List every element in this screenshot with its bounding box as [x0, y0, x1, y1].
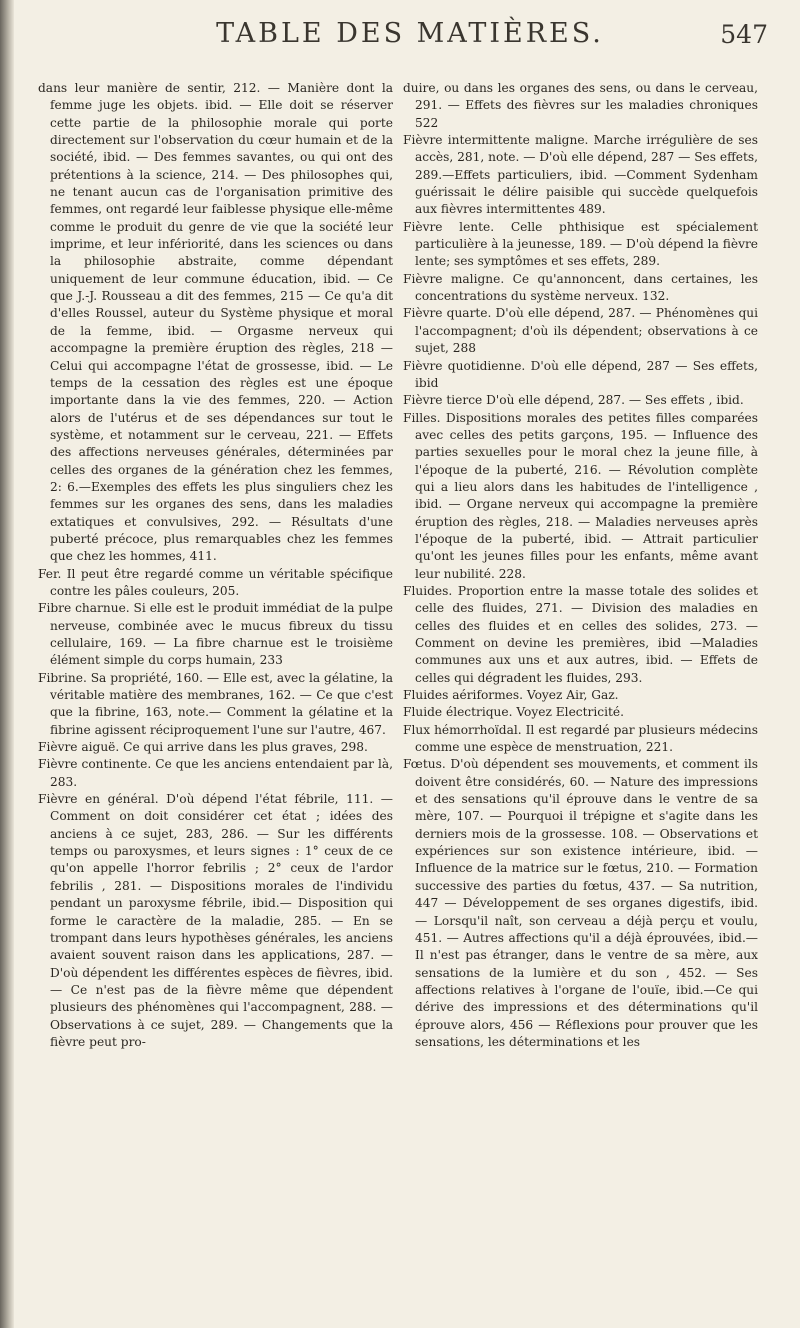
right-column	[403, 80, 758, 1051]
index-entry: Fièvre continente. Ce que les anciens entendaient par là, 283.	[38, 757, 393, 789]
index-entry: Filles. Dispositions morales des petites filles comparées avec celles des petits garçons, 195. — Influence des parties sexuelles pour le moral chez la jeune fille, à l'époque de la puberté, 216. — Révolution complète qui a lieu alors dans les habitudes de l'intelligence , ibid. — Organe nerveux qui accompagne la première éruption des règles, 218. — Maladies nerveuses après l'époque de la puberté, ibid. — Attrait particulier qu'ont les jeunes filles pour les enfants, même avant leur nubilité. 228.	[403, 410, 758, 581]
index-entry: Fièvre quotidienne. D'où elle dépend, 287 — Ses effets, ibid	[403, 358, 758, 390]
index-entry: Fièvre aiguë. Ce qui arrive dans les plus graves, 298.	[38, 740, 368, 755]
index-entry: Fer. Il peut être regardé comme un véritable spécifique contre les pâles couleurs, 205.	[38, 566, 393, 598]
page-number: 547	[720, 20, 768, 49]
index-entry: Fièvre maligne. Ce qu'annoncent, dans certaines, les concentrations du système nerveux. 132.	[403, 271, 758, 304]
index-entry: Flux hémorrhoïdal. Il est regardé par plusieurs médecins comme une espèce de menstruation, 221.	[403, 722, 758, 755]
index-entry: Fièvre lente. Celle phthisique est spécialement particulière à la jeunesse, 189. — D'où dépend la fièvre lente; ses symptômes et ses effets, 289.	[403, 219, 758, 269]
index-entry: Fluide électrique. Voyez Electricité.	[403, 705, 624, 720]
index-entry: Fièvre quarte. D'où elle dépend, 287. — Phénomènes qui l'accompagnent; d'où ils dépendent; observations à ce sujet, 288	[403, 306, 758, 356]
index-entry: Fibre charnue. Si elle est le produit immédiat de la pulpe nerveuse, combinée avec le mucus fibreux du tissu cellulaire, 169. — La fibre charnue est le troisième élément simple du corps humain, 233	[38, 601, 393, 668]
index-entry: Fluides. Proportion entre la masse totale des solides et celle des fluides, 271. — Division des maladies en celles des fluides et en celles des solides, 273. — Comment on devine les premières, ibid —Maladies communes aux uns et aux autres, ibid. — Effets de celles qui dégradent les fluides, 293.	[403, 583, 758, 685]
index-entry: Fluides aériformes. Voyez Air, Gaz.	[403, 688, 619, 703]
page-header	[40, 18, 780, 68]
index-entry: Fièvre tierce D'où elle dépend, 287. — Ses effets , ibid.	[403, 393, 744, 408]
index-entry: duire, ou dans les organes des sens, ou dans le cerveau, 291. — Effets des fièvres sur les maladies chroniques 522	[403, 81, 758, 130]
index-entry: Fibrine. Sa propriété, 160. — Elle est, avec la gélatine, la véritable matière des membranes, 162. — Ce que c'est que la fibrine, 163, note.— Comment la gélatine et la fibrine agissent réciproquement l'une sur l'autre, 467.	[38, 670, 393, 737]
left-column	[38, 80, 393, 1051]
index-entry: dans leur manière de sentir, 212. — Manière dont la femme juge les objets. ibid. — Elle doit se réserver cette partie de la philosophie morale qui porte directement sur l'observation du cœur humain et de la société, ibid. — Des femmes savantes, ou qui ont des prétentions à la science, 214. — Des philosophes qui, ne tenant aucun cas de l'organisation primitive des femmes, ont regardé leur faiblesse physique elle-même comme le produit du genre de vie que la société leur imprime, et leur infériorité, dans les sciences ou dans la philosophie abstraite, comme dépendant uniquement de leur commune éducation, ibid. — Ce que J.-J. Rousseau a dit des femmes, 215 — Ce qu'a dit d'elles Roussel, auteur du Système physique et moral de la femme, ibid. — Orgasme nerveux qui accompagne la première éruption des règles, 218 — Celui qui accompagne l'état de grossesse, ibid. — Le temps de la cessation des règles est une époque importante dans la vie des femmes, 220. — Action alors de l'utérus et de ses dépendances sur tout le système, et notamment sur le cerveau, 221. — Effets des affections nerveuses générales, déterminées par celles des organes de la génération chez les femmes, 2: 6.—Exemples des effets les plus singuliers chez les femmes sur les organes des sens, dans les maladies extatiques et convulsives, 292. — Résultats d'une puberté précoce, plus remarquables chez les femmes que chez les hommes, 411.	[38, 81, 393, 564]
index-entry: Fœtus. D'où dépendent ses mouvements, et comment ils doivent être considérés, 60. — Nature des impressions et des sensations qu'il éprouve dans le ventre de sa mère, 107. — Pourquoi il trépigne et s'agite dans les derniers mois de la grossesse. 108. — Observations et expériences sur son existence intérieure, ibid. — Influence de la matrice sur le fœtus, 210. — Formation successive des parties du fœtus, 437. — Sa nutrition, 447 — Développement de ses organes digestifs, ibid. — Lorsqu'il naît, son cerveau a déjà perçu et voulu, 451. — Autres affections qu'il a déjà éprouvées, ibid.—Il n'est pas étranger, dans le ventre de sa mère, aux sensations de la lumière et du son , 452. — Ses affections relatives à l'organe de l'ouïe, ibid.—Ce qui dérive des impressions et des déterminations qu'il éprouve alors, 456 — Réflexions pour prouver que les sensations, les déterminations et les	[403, 757, 758, 1049]
index-entry: Fièvre intermittente maligne. Marche irrégulière de ses accès, 281, note. — D'où elle dépend, 287 — Ses effets, 289.—Effets particuliers, ibid. —Comment Sydenham guérissait le délire paisible qui succède quelquefois aux fièvres intermittentes 489.	[403, 133, 758, 217]
book-spine-shadow	[0, 0, 14, 1328]
running-title: TABLE DES MATIÈRES.	[216, 18, 604, 49]
index-entry: Fièvre en général. D'où dépend l'état fébrile, 111. — Comment on doit considérer cet état ; idées des anciens à ce sujet, 283, 286. — Sur les différents temps ou paroxysmes, et leurs signes : 1° ceux de ce qu'on appelle l'horror febrilis ; 2° ceux de l'ardor febrilis , 281. — Dispositions morales de l'individu pendant un paroxysme fébrile, ibid.— Disposition qui forme le caractère de la maladie, 285. — En se trompant dans leurs hypothèses générales, les anciens avaient souvent raison dans les applications, 287. — D'où dépendent les différentes espèces de fièvres, ibid. — Ce n'est pas de la fièvre même que dépendent plusieurs des phénomènes qui l'accompagnent, 288. — Observations à ce sujet, 289. — Changements que la fièvre peut pro-	[38, 792, 393, 1049]
